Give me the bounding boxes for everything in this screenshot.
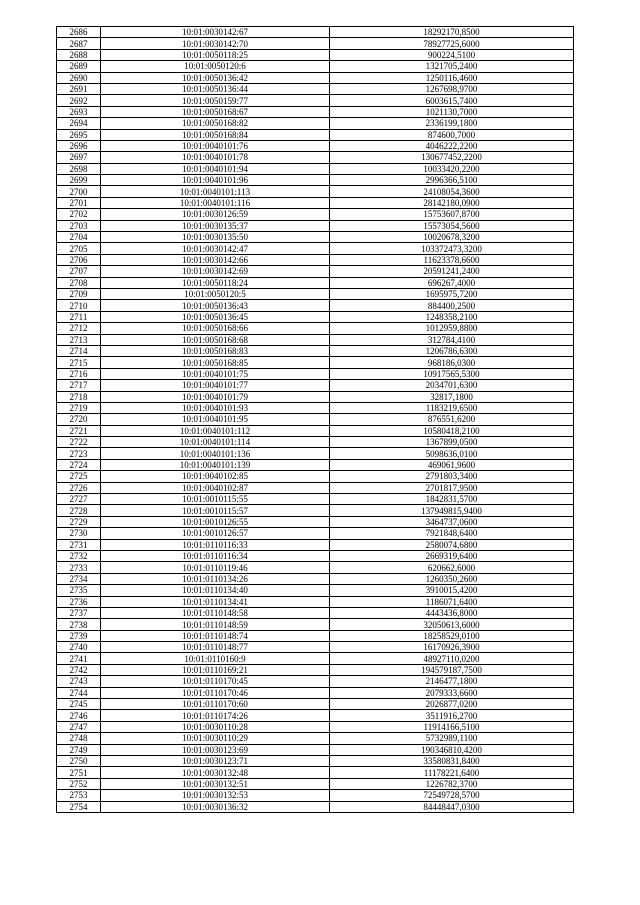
cadastral-number-cell: 10:01:0030110:28: [101, 721, 330, 732]
table-row: [57, 664, 574, 675]
cadastral-number-cell: 10:01:0050168:82: [101, 118, 330, 129]
cadastral-value-cell: 876551,6200: [330, 414, 574, 425]
cadastral-number-cell: 10:01:0050168:67: [101, 106, 330, 117]
cadastral-number-cell: 10:01:0050136:44: [101, 83, 330, 94]
cadastral-value-cell: 5732989,1100: [330, 733, 574, 744]
row-number-cell: 2717: [57, 380, 101, 391]
table-row: [57, 778, 574, 789]
cadastral-value-cell: 4046222,2200: [330, 140, 574, 151]
table-row: [57, 163, 574, 174]
row-number-cell: 2710: [57, 300, 101, 311]
cadastral-value-cell: 3910015,4200: [330, 585, 574, 596]
table-row: [57, 756, 574, 767]
cadastral-number-cell: 10:01:0030142:67: [101, 27, 330, 38]
cadastral-value-cell: 103372473,3200: [330, 243, 574, 254]
cadastral-number-cell: 10:01:0010115:55: [101, 494, 330, 505]
cadastral-number-cell: 10:01:0050168:83: [101, 345, 330, 356]
cadastral-value-cell: 10020678,3200: [330, 232, 574, 243]
row-number-cell: 2724: [57, 459, 101, 470]
row-number-cell: 2749: [57, 744, 101, 755]
row-number-cell: 2737: [57, 607, 101, 618]
cadastral-number-cell: 10:01:0030142:66: [101, 254, 330, 265]
table-row: [57, 607, 574, 618]
table-row: [57, 767, 574, 778]
row-number-cell: 2723: [57, 448, 101, 459]
cadastral-number-cell: 10:01:0110134:40: [101, 585, 330, 596]
cadastral-value-cell: 10033420,2200: [330, 163, 574, 174]
table-body: [57, 27, 574, 813]
cadastral-number-cell: 10:01:0030135:37: [101, 220, 330, 231]
row-number-cell: 2721: [57, 425, 101, 436]
cadastral-value-cell: 32050613,6000: [330, 619, 574, 630]
row-number-cell: 2708: [57, 277, 101, 288]
cadastral-value-cell: 16170926,3900: [330, 642, 574, 653]
table-row: [57, 448, 574, 459]
table-row: [57, 266, 574, 277]
cadastral-value-cell: 11623378,6600: [330, 254, 574, 265]
cadastral-value-cell: 874600,7000: [330, 129, 574, 140]
cadastral-value-cell: 2580074,6800: [330, 539, 574, 550]
row-number-cell: 2698: [57, 163, 101, 174]
table-row: [57, 232, 574, 243]
cadastral-value-cell: 10580418,2100: [330, 425, 574, 436]
cadastral-value-cell: 190346810,4200: [330, 744, 574, 755]
cadastral-number-cell: 10:01:0040101:139: [101, 459, 330, 470]
row-number-cell: 2747: [57, 721, 101, 732]
cadastral-value-cell: 24108054,3600: [330, 186, 574, 197]
row-number-cell: 2696: [57, 140, 101, 151]
table-row: [57, 471, 574, 482]
row-number-cell: 2734: [57, 573, 101, 584]
row-number-cell: 2689: [57, 61, 101, 72]
table-row: [57, 106, 574, 117]
cadastral-number-cell: 10:01:0040101:79: [101, 391, 330, 402]
cadastral-number-cell: 10:01:0050120:5: [101, 288, 330, 299]
table-row: [57, 311, 574, 322]
table-row: [57, 539, 574, 550]
cadastral-value-cell: 1321705,2400: [330, 61, 574, 72]
cadastral-value-cell: 2034701,6300: [330, 380, 574, 391]
row-number-cell: 2706: [57, 254, 101, 265]
table-row: [57, 516, 574, 527]
cadastral-number-cell: 10:01:0030126:59: [101, 209, 330, 220]
row-number-cell: 2753: [57, 790, 101, 801]
row-number-cell: 2744: [57, 687, 101, 698]
cadastral-value-cell: 620662,6000: [330, 562, 574, 573]
cadastral-number-cell: 10:01:0030123:69: [101, 744, 330, 755]
cadastral-value-cell: 6003615,7400: [330, 95, 574, 106]
table-row: [57, 528, 574, 539]
cadastral-value-cell: 7921848,6400: [330, 528, 574, 539]
table-row: [57, 505, 574, 516]
row-number-cell: 2733: [57, 562, 101, 573]
cadastral-number-cell: 10:01:0050136:45: [101, 311, 330, 322]
cadastral-value-cell: 1248358,2100: [330, 311, 574, 322]
table-row: [57, 186, 574, 197]
cadastral-number-cell: 10:01:0010126:57: [101, 528, 330, 539]
cadastral-number-cell: 10:01:0040101:136: [101, 448, 330, 459]
cadastral-number-cell: 10:01:0040101:78: [101, 152, 330, 163]
cadastral-number-cell: 10:01:0030136:32: [101, 801, 330, 812]
cadastral-number-cell: 10:01:0110119:46: [101, 562, 330, 573]
row-number-cell: 2703: [57, 220, 101, 231]
cadastral-number-cell: 10:01:0040101:116: [101, 197, 330, 208]
cadastral-number-cell: 10:01:0040102:87: [101, 482, 330, 493]
table-row: [57, 414, 574, 425]
table-row: [57, 676, 574, 687]
cadastral-value-cell: 18258529,0100: [330, 630, 574, 641]
row-number-cell: 2704: [57, 232, 101, 243]
row-number-cell: 2690: [57, 72, 101, 83]
table-row: [57, 733, 574, 744]
cadastral-number-cell: 10:01:0050136:43: [101, 300, 330, 311]
table-row: [57, 402, 574, 413]
row-number-cell: 2727: [57, 494, 101, 505]
table-row: [57, 642, 574, 653]
table-row: [57, 790, 574, 801]
cadastral-number-cell: 10:01:0050159:77: [101, 95, 330, 106]
table-row: [57, 721, 574, 732]
row-number-cell: 2714: [57, 345, 101, 356]
table-row: [57, 345, 574, 356]
row-number-cell: 2751: [57, 767, 101, 778]
cadastral-number-cell: 10:01:0030132:53: [101, 790, 330, 801]
cadastral-value-cell: 1267698,9700: [330, 83, 574, 94]
cadastral-value-cell: 2791803,3400: [330, 471, 574, 482]
row-number-cell: 2694: [57, 118, 101, 129]
table-row: [57, 197, 574, 208]
table-row: [57, 61, 574, 72]
row-number-cell: 2713: [57, 334, 101, 345]
table-row: [57, 744, 574, 755]
table-row: [57, 699, 574, 710]
table-row: [57, 425, 574, 436]
cadastral-value-cell: 15753607,8700: [330, 209, 574, 220]
cadastral-number-cell: 10:01:0040101:112: [101, 425, 330, 436]
table-row: [57, 152, 574, 163]
cadastral-value-table: [56, 26, 574, 813]
table-row: [57, 49, 574, 60]
row-number-cell: 2743: [57, 676, 101, 687]
cadastral-value-cell: 137949815,9400: [330, 505, 574, 516]
table-row: [57, 653, 574, 664]
cadastral-number-cell: 10:01:0040101:94: [101, 163, 330, 174]
table-row: [57, 596, 574, 607]
cadastral-number-cell: 10:01:0050168:68: [101, 334, 330, 345]
table-row: [57, 129, 574, 140]
cadastral-number-cell: 10:01:0050168:84: [101, 129, 330, 140]
row-number-cell: 2726: [57, 482, 101, 493]
cadastral-number-cell: 10:01:0110148:59: [101, 619, 330, 630]
cadastral-value-cell: 4443436,8000: [330, 607, 574, 618]
row-number-cell: 2732: [57, 550, 101, 561]
row-number-cell: 2688: [57, 49, 101, 60]
cadastral-number-cell: 10:01:0050120:6: [101, 61, 330, 72]
table-row: [57, 437, 574, 448]
cadastral-number-cell: 10:01:0030142:70: [101, 38, 330, 49]
cadastral-number-cell: 10:01:0030135:50: [101, 232, 330, 243]
cadastral-number-cell: 10:01:0110170:46: [101, 687, 330, 698]
cadastral-number-cell: 10:01:0030110:29: [101, 733, 330, 744]
cadastral-value-cell: 194579187,7500: [330, 664, 574, 675]
cadastral-value-cell: 15573054,5600: [330, 220, 574, 231]
table-row: [57, 118, 574, 129]
cadastral-value-cell: 1186071,6400: [330, 596, 574, 607]
table-row: [57, 300, 574, 311]
row-number-cell: 2699: [57, 175, 101, 186]
cadastral-number-cell: 10:01:0010115:57: [101, 505, 330, 516]
cadastral-number-cell: 10:01:0110134:41: [101, 596, 330, 607]
cadastral-value-cell: 2996366,5100: [330, 175, 574, 186]
row-number-cell: 2746: [57, 710, 101, 721]
row-number-cell: 2697: [57, 152, 101, 163]
cadastral-value-cell: 1012959,8800: [330, 323, 574, 334]
table-row: [57, 380, 574, 391]
row-number-cell: 2728: [57, 505, 101, 516]
table-row: [57, 254, 574, 265]
cadastral-value-cell: 2336199,1800: [330, 118, 574, 129]
cadastral-number-cell: 10:01:0110134:26: [101, 573, 330, 584]
cadastral-value-cell: 1021130,7000: [330, 106, 574, 117]
table-row: [57, 619, 574, 630]
cadastral-number-cell: 10:01:0050168:66: [101, 323, 330, 334]
cadastral-value-cell: 84448447,0300: [330, 801, 574, 812]
cadastral-value-cell: 884400,2500: [330, 300, 574, 311]
row-number-cell: 2736: [57, 596, 101, 607]
cadastral-value-cell: 5098636,0100: [330, 448, 574, 459]
cadastral-number-cell: 10:01:0040101:95: [101, 414, 330, 425]
cadastral-value-cell: 2026877,0200: [330, 699, 574, 710]
row-number-cell: 2750: [57, 756, 101, 767]
cadastral-value-cell: 18292170,8500: [330, 27, 574, 38]
cadastral-value-cell: 1260350,2600: [330, 573, 574, 584]
table-row: [57, 243, 574, 254]
cadastral-number-cell: 10:01:0110169:21: [101, 664, 330, 675]
row-number-cell: 2738: [57, 619, 101, 630]
row-number-cell: 2741: [57, 653, 101, 664]
cadastral-number-cell: 10:01:0040101:76: [101, 140, 330, 151]
row-number-cell: 2740: [57, 642, 101, 653]
row-number-cell: 2729: [57, 516, 101, 527]
table-row: [57, 391, 574, 402]
table-row: [57, 357, 574, 368]
cadastral-value-cell: 2701817,9500: [330, 482, 574, 493]
table-row: [57, 494, 574, 505]
table-row: [57, 220, 574, 231]
cadastral-value-cell: 312784,4100: [330, 334, 574, 345]
row-number-cell: 2695: [57, 129, 101, 140]
row-number-cell: 2707: [57, 266, 101, 277]
cadastral-number-cell: 10:01:0030142:47: [101, 243, 330, 254]
row-number-cell: 2686: [57, 27, 101, 38]
cadastral-number-cell: 10:01:0040101:77: [101, 380, 330, 391]
row-number-cell: 2692: [57, 95, 101, 106]
table-row: [57, 72, 574, 83]
row-number-cell: 2718: [57, 391, 101, 402]
cadastral-number-cell: 10:01:0040101:96: [101, 175, 330, 186]
table-row: [57, 630, 574, 641]
cadastral-number-cell: 10:01:0040101:114: [101, 437, 330, 448]
row-number-cell: 2725: [57, 471, 101, 482]
cadastral-number-cell: 10:01:0050118:25: [101, 49, 330, 60]
cadastral-number-cell: 10:01:0010126:55: [101, 516, 330, 527]
cadastral-value-cell: 1842831,5700: [330, 494, 574, 505]
table-row: [57, 710, 574, 721]
cadastral-value-cell: 2669319,6400: [330, 550, 574, 561]
cadastral-value-cell: 3464737,0600: [330, 516, 574, 527]
cadastral-value-cell: 2079333,6600: [330, 687, 574, 698]
row-number-cell: 2711: [57, 311, 101, 322]
row-number-cell: 2719: [57, 402, 101, 413]
cadastral-number-cell: 10:01:0110148:74: [101, 630, 330, 641]
table-row: [57, 38, 574, 49]
table-row: [57, 277, 574, 288]
row-number-cell: 2705: [57, 243, 101, 254]
row-number-cell: 2691: [57, 83, 101, 94]
row-number-cell: 2731: [57, 539, 101, 550]
table-row: [57, 95, 574, 106]
row-number-cell: 2720: [57, 414, 101, 425]
cadastral-number-cell: 10:01:0110148:77: [101, 642, 330, 653]
cadastral-number-cell: 10:01:0040101:93: [101, 402, 330, 413]
cadastral-number-cell: 10:01:0110148:58: [101, 607, 330, 618]
row-number-cell: 2700: [57, 186, 101, 197]
row-number-cell: 2701: [57, 197, 101, 208]
row-number-cell: 2748: [57, 733, 101, 744]
row-number-cell: 2715: [57, 357, 101, 368]
table-row: [57, 459, 574, 470]
table-row: [57, 801, 574, 812]
row-number-cell: 2735: [57, 585, 101, 596]
cadastral-value-cell: 469061,9600: [330, 459, 574, 470]
cadastral-value-cell: 1226782,3700: [330, 778, 574, 789]
cadastral-value-cell: 32817,1800: [330, 391, 574, 402]
row-number-cell: 2730: [57, 528, 101, 539]
cadastral-number-cell: 10:01:0110170:60: [101, 699, 330, 710]
table-row: [57, 550, 574, 561]
row-number-cell: 2742: [57, 664, 101, 675]
table-row: [57, 687, 574, 698]
table-row: [57, 482, 574, 493]
cadastral-number-cell: 10:01:0110116:33: [101, 539, 330, 550]
cadastral-value-cell: 900224,5100: [330, 49, 574, 60]
cadastral-value-cell: 20591241,2400: [330, 266, 574, 277]
row-number-cell: 2745: [57, 699, 101, 710]
row-number-cell: 2693: [57, 106, 101, 117]
cadastral-value-cell: 130677452,2200: [330, 152, 574, 163]
cadastral-value-cell: 72549728,5700: [330, 790, 574, 801]
cadastral-number-cell: 10:01:0030132:48: [101, 767, 330, 778]
cadastral-value-cell: 696267,4000: [330, 277, 574, 288]
cadastral-value-cell: 48927110,0200: [330, 653, 574, 664]
row-number-cell: 2752: [57, 778, 101, 789]
table-row: [57, 288, 574, 299]
table-row: [57, 334, 574, 345]
table-row: [57, 27, 574, 38]
cadastral-number-cell: 10:01:0030132:51: [101, 778, 330, 789]
table-row: [57, 562, 574, 573]
row-number-cell: 2722: [57, 437, 101, 448]
cadastral-value-cell: 1695975,7200: [330, 288, 574, 299]
row-number-cell: 2716: [57, 368, 101, 379]
table-row: [57, 573, 574, 584]
cadastral-number-cell: 10:01:0050168:85: [101, 357, 330, 368]
cadastral-number-cell: 10:01:0110160:9: [101, 653, 330, 664]
row-number-cell: 2754: [57, 801, 101, 812]
table-row: [57, 585, 574, 596]
cadastral-number-cell: 10:01:0030123:71: [101, 756, 330, 767]
table-row: [57, 140, 574, 151]
table-row: [57, 368, 574, 379]
cadastral-value-cell: 1206786,6300: [330, 345, 574, 356]
row-number-cell: 2702: [57, 209, 101, 220]
table-row: [57, 175, 574, 186]
cadastral-value-cell: 968186,0300: [330, 357, 574, 368]
row-number-cell: 2709: [57, 288, 101, 299]
cadastral-value-cell: 11178221,6400: [330, 767, 574, 778]
cadastral-number-cell: 10:01:0050118:24: [101, 277, 330, 288]
cadastral-number-cell: 10:01:0050136:42: [101, 72, 330, 83]
cadastral-number-cell: 10:01:0030142:69: [101, 266, 330, 277]
table-row: [57, 83, 574, 94]
table-row: [57, 209, 574, 220]
cadastral-value-cell: 1250116,4600: [330, 72, 574, 83]
row-number-cell: 2712: [57, 323, 101, 334]
cadastral-value-cell: 33580831,8400: [330, 756, 574, 767]
cadastral-value-cell: 2146477,1800: [330, 676, 574, 687]
cadastral-value-cell: 11914166,5100: [330, 721, 574, 732]
cadastral-value-cell: 1367899,0500: [330, 437, 574, 448]
cadastral-value-cell: 3511916,2700: [330, 710, 574, 721]
cadastral-value-cell: 28142180,0900: [330, 197, 574, 208]
cadastral-number-cell: 10:01:0040101:75: [101, 368, 330, 379]
cadastral-number-cell: 10:01:0040101:113: [101, 186, 330, 197]
cadastral-number-cell: 10:01:0110116:34: [101, 550, 330, 561]
cadastral-value-cell: 1183219,6500: [330, 402, 574, 413]
cadastral-value-cell: 78927725,6000: [330, 38, 574, 49]
cadastral-number-cell: 10:01:0110170:45: [101, 676, 330, 687]
table-row: [57, 323, 574, 334]
cadastral-number-cell: 10:01:0040102:85: [101, 471, 330, 482]
cadastral-value-cell: 10917565,5300: [330, 368, 574, 379]
cadastral-number-cell: 10:01:0110174:26: [101, 710, 330, 721]
row-number-cell: 2739: [57, 630, 101, 641]
row-number-cell: 2687: [57, 38, 101, 49]
